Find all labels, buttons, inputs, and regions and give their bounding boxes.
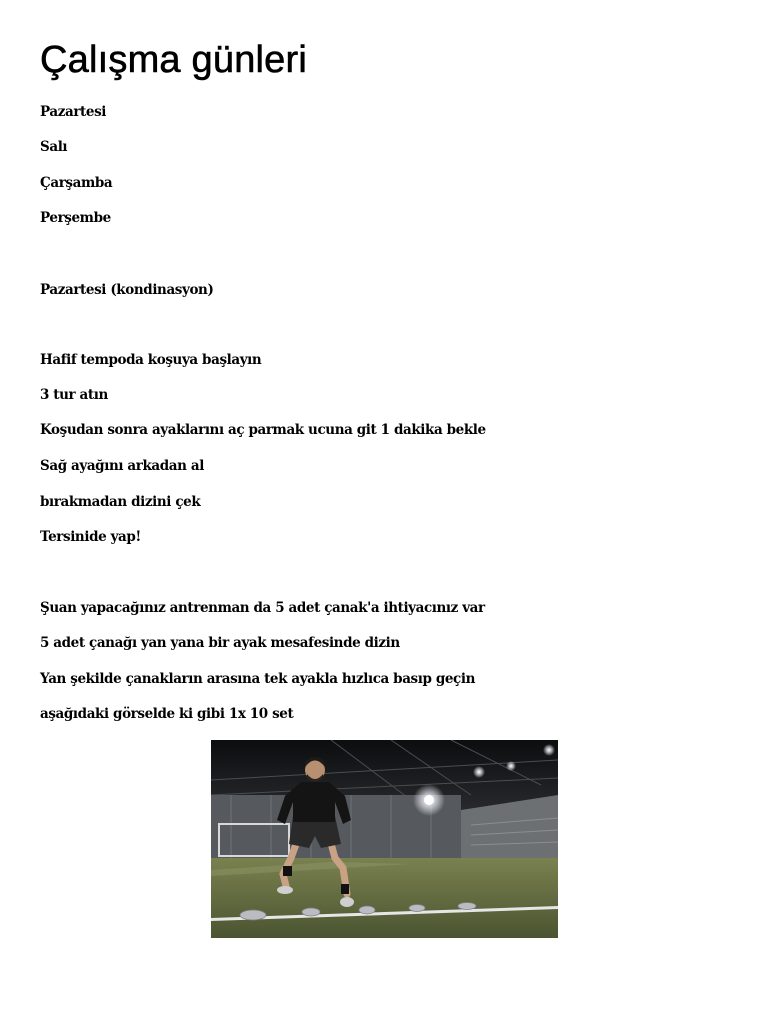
day-monday: Pazartesi	[40, 104, 107, 120]
drill-step: Yan şekilde çanakların arasına tek ayakla hızlıca basıp geçin	[40, 671, 476, 687]
warmup-step: Koşudan sonra ayaklarını aç parmak ucuna git 1 dakika bekle	[40, 422, 486, 438]
warmup-step: Sağ ayağını arkadan al	[40, 458, 204, 474]
drill-step: 5 adet çanağı yan yana bir ayak mesafesinde dizin	[40, 635, 400, 651]
day-tuesday: Salı	[40, 139, 68, 155]
warmup-step: 3 tur atın	[40, 387, 108, 403]
drill-illustration	[211, 740, 558, 938]
warmup-step: bırakmadan dizini çek	[40, 494, 201, 510]
warmup-step: Tersinide yap!	[40, 529, 141, 545]
drill-photo	[211, 740, 558, 938]
warmup-step: Hafif tempoda koşuya başlayın	[40, 352, 262, 368]
drill-step: Şuan yapacağınız antrenman da 5 adet çanak'a ihtiyacınız var	[40, 600, 485, 616]
section-heading: Pazartesi (kondinasyon)	[40, 282, 214, 298]
day-wednesday: Çarşamba	[40, 175, 113, 191]
day-thursday: Perşembe	[40, 210, 111, 226]
page-title: Çalışma günleri	[40, 39, 307, 81]
drill-step: aşağıdaki görselde ki gibi 1x 10 set	[40, 706, 294, 722]
